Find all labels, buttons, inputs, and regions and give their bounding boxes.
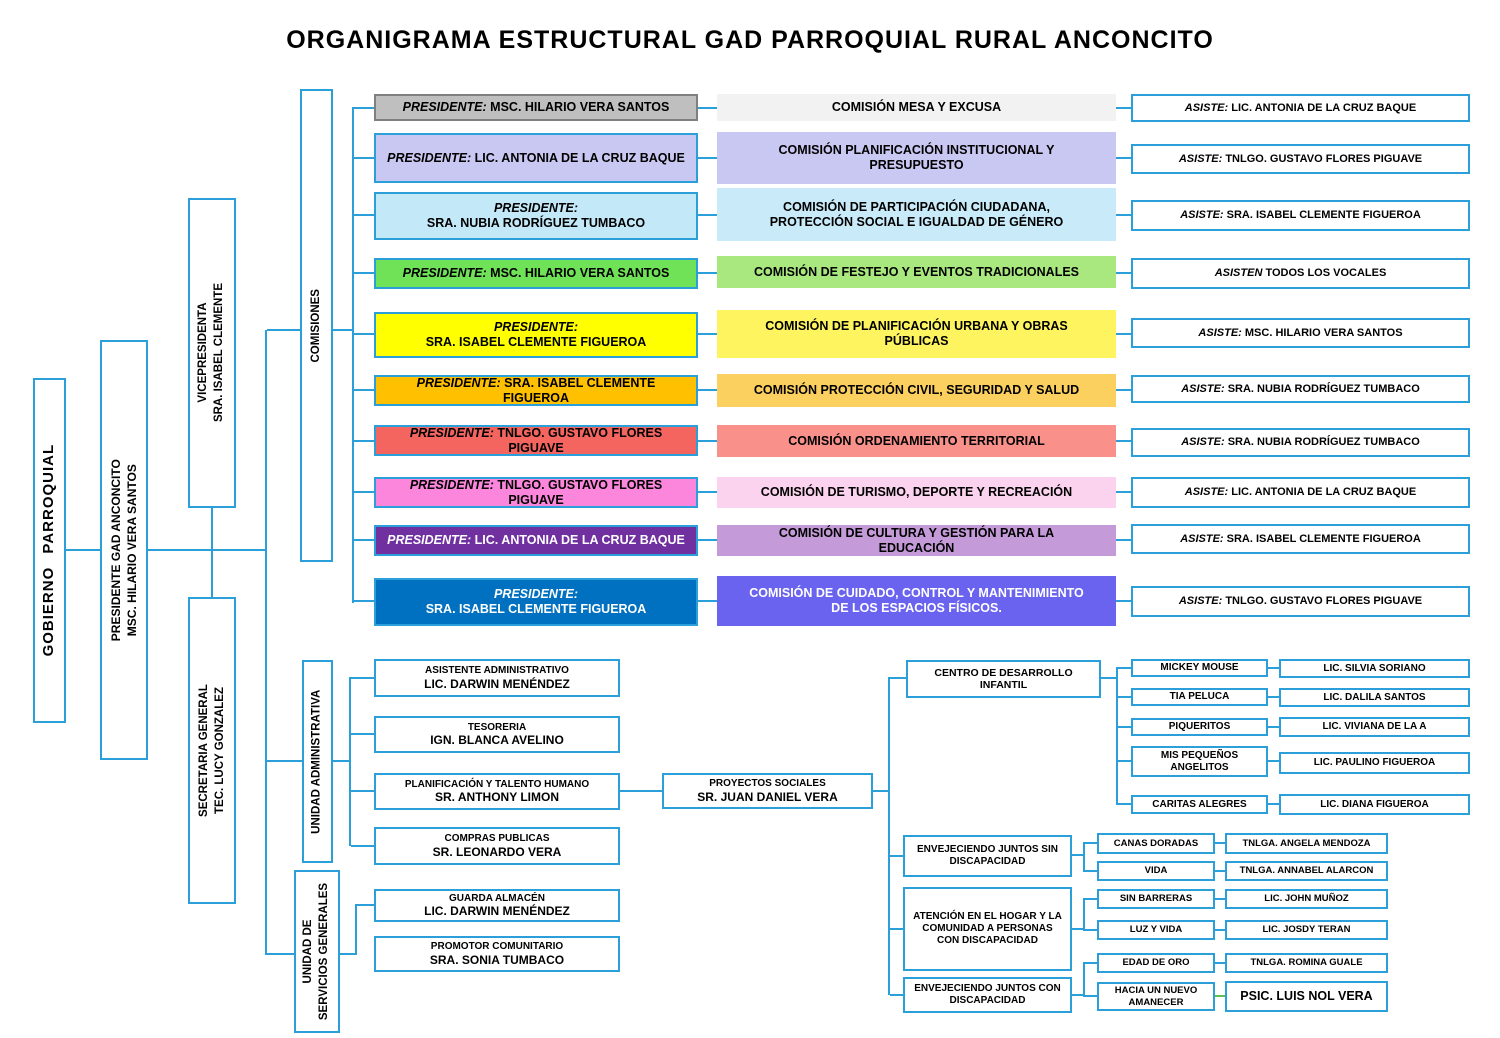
asiste-box-4 — [1131, 258, 1470, 289]
asiste-name-4: TODOS LOS VOCALES — [1265, 267, 1387, 280]
connector-line — [354, 600, 374, 602]
connector-line — [1215, 962, 1225, 964]
commission-box-3 — [717, 188, 1116, 241]
asiste-prefix-6: ASISTE: — [1181, 382, 1225, 395]
admin-name-2: IGN. BLANCA AVELINO — [430, 733, 564, 748]
cdi-child-name-4: MIS PEQUEÑOS ANGELITOS — [1160, 749, 1239, 773]
atencion-child-person-box-1 — [1225, 889, 1388, 909]
sin-child-person-2: TNLGA. ANNABEL ALARCON — [1239, 865, 1374, 877]
connector-line — [354, 157, 374, 159]
connector-line — [890, 677, 906, 679]
sin-child-person-box-1 — [1225, 833, 1388, 854]
president-name-8: TNLGO. GUSTAVO FLORES PIGUAVE — [497, 477, 663, 507]
cdi-child-person-box-2 — [1279, 688, 1470, 707]
proyectos-title: PROYECTOS SOCIALES — [709, 778, 826, 790]
commission-label-5: COMISIÓN DE PLANIFICACIÓN URBANA Y OBRAS PÚBLICAS — [765, 319, 1068, 348]
sin-child-name-2: VIDA — [1144, 865, 1168, 877]
connector-line — [351, 845, 374, 847]
cdi-child-person-box-4 — [1279, 752, 1470, 774]
cdi-child-name-3: PIQUERITOS — [1168, 721, 1231, 733]
program-label-cdi: CENTRO DE DESARROLLO INFANTIL — [934, 666, 1073, 691]
commission-box-2 — [717, 132, 1116, 184]
connector-line — [1085, 842, 1097, 844]
connector-line — [354, 491, 374, 493]
connector-line — [698, 107, 717, 109]
con-child-person-2: PSIC. LUIS NOL VERA — [1240, 989, 1373, 1004]
unidad-administrativa-label: UNIDAD ADMINISTRATIVA — [310, 689, 323, 834]
commission-box-7 — [717, 425, 1116, 457]
connector-line — [1268, 803, 1279, 805]
asiste-name-2: TNLGO. GUSTAVO FLORES PIGUAVE — [1225, 152, 1423, 165]
asiste-name-8: LIC. ANTONIA DE LA CRUZ BAQUE — [1231, 486, 1417, 499]
connector-line — [698, 272, 717, 274]
asiste-box-7 — [1131, 428, 1470, 457]
commission-label-1: COMISIÓN MESA Y EXCUSA — [831, 100, 1002, 115]
admin-box-4 — [374, 827, 620, 865]
asiste-box-6 — [1131, 375, 1470, 403]
program-box-sin — [903, 835, 1072, 877]
secretaria-general-box — [188, 597, 236, 904]
program-label-con: ENVEJECIENDO JUNTOS CON DISCAPACIDAD — [914, 983, 1061, 1006]
president-name-3: SRA. NUBIA RODRÍGUEZ TUMBACO — [426, 216, 646, 230]
commission-box-1 — [717, 94, 1116, 121]
connector-line — [354, 214, 374, 216]
asiste-box-5 — [1131, 318, 1470, 348]
atencion-child-person-1: LIC. JOHN MUÑOZ — [1264, 893, 1349, 905]
president-prefix-6: PRESIDENTE: — [416, 375, 501, 390]
president-name-10: SRA. ISABEL CLEMENTE FIGUEROA — [425, 602, 647, 616]
unidad-servicios-generales-box — [294, 870, 340, 1033]
presidente-box — [100, 340, 148, 760]
presidente-cargo: PRESIDENTE GAD ANCONCITO — [108, 458, 123, 642]
president-prefix-9: PRESIDENTE: — [387, 533, 472, 548]
services-name-2: SRA. SONIA TUMBACO — [429, 952, 565, 967]
president-prefix-7: PRESIDENTE: — [409, 425, 494, 440]
president-prefix-3: PRESIDENTE: — [493, 201, 579, 216]
atencion-child-person-box-2 — [1225, 920, 1388, 940]
president-prefix-1: PRESIDENTE: — [402, 100, 487, 115]
vicepresidenta-box — [188, 198, 236, 508]
connector-line — [357, 904, 374, 906]
commission-label-9: COMISIÓN DE CULTURA Y GESTIÓN PARA LA EDUCACIÓN — [778, 525, 1055, 555]
connector-line — [351, 677, 374, 679]
cdi-child-name-2: TIA PELUCA — [1169, 691, 1230, 703]
commission-box-8 — [717, 477, 1116, 508]
president-name-9: LIC. ANTONIA DE LA CRUZ BAQUE — [474, 533, 685, 548]
president-name-1: MSC. HILARIO VERA SANTOS — [490, 100, 670, 115]
connector-line-green — [1215, 995, 1225, 997]
con-child-name-1: EDAD DE ORO — [1122, 957, 1190, 969]
connector-line — [698, 539, 717, 541]
connector-line — [698, 440, 717, 442]
asiste-name-10: TNLGO. GUSTAVO FLORES PIGUAVE — [1225, 595, 1423, 608]
sin-child-person-box-2 — [1225, 861, 1388, 881]
asiste-name-6: SRA. NUBIA RODRÍGUEZ TUMBACO — [1227, 382, 1420, 395]
commission-label-2: COMISIÓN PLANIFICACIÓN INSTITUCIONAL Y PRESUPUESTO — [778, 143, 1055, 172]
president-prefix-4: PRESIDENTE: — [402, 266, 487, 281]
commission-box-4 — [717, 256, 1116, 288]
cdi-child-name-box-1 — [1131, 659, 1268, 677]
president-box-4 — [374, 258, 698, 289]
president-box-3 — [374, 192, 698, 240]
connector-line — [352, 107, 354, 603]
secretaria-nombre: TEC. LUCY GONZALEZ — [213, 687, 225, 814]
commission-label-8: COMISIÓN DE TURISMO, DEPORTE Y RECREACIÓN — [760, 485, 1073, 500]
connector-line — [1116, 157, 1131, 159]
program-box-atencion — [903, 887, 1072, 971]
cdi-child-name-box-2 — [1131, 688, 1268, 706]
connector-line — [1118, 803, 1131, 805]
connector-line — [1116, 491, 1131, 493]
con-child-name-2: HACIA UN NUEVO AMANECER — [1114, 985, 1198, 1008]
connector-line — [1085, 929, 1097, 931]
connector-line — [354, 389, 374, 391]
connector-line — [354, 539, 374, 541]
president-box-9 — [374, 525, 698, 556]
connector-line — [340, 953, 356, 955]
asiste-box-8 — [1131, 477, 1470, 508]
commission-label-10: COMISIÓN DE CUIDADO, CONTROL Y MANTENIMIENTO DE LOS ESPACIOS FÍSICOS. — [749, 586, 1084, 615]
admin-box-1 — [374, 659, 620, 697]
connector-line — [211, 508, 213, 597]
connector-line — [349, 677, 351, 846]
presidente-nombre: MSC. HILARIO VERA SANTOS — [125, 463, 140, 637]
connector-line — [1116, 389, 1131, 391]
cdi-child-person-box-3 — [1279, 717, 1470, 737]
connector-line — [265, 330, 267, 955]
admin-title-2: TESORERIA — [467, 721, 527, 733]
atencion-child-name-box-1 — [1097, 889, 1215, 909]
con-child-name-box-1 — [1097, 953, 1215, 973]
president-name-2: LIC. ANTONIA DE LA CRUZ BAQUE — [474, 150, 685, 165]
connector-line — [1268, 696, 1279, 698]
connector-line — [698, 333, 717, 335]
connector-line — [698, 214, 717, 216]
cdi-child-person-4: LIC. PAULINO FIGUEROA — [1313, 757, 1436, 769]
comisiones-label: COMISIONES — [309, 288, 322, 363]
connector-line — [351, 790, 374, 792]
connector-line — [1085, 995, 1097, 997]
services-title-2: PROMOTOR COMUNITARIO — [430, 941, 564, 953]
connector-line — [267, 760, 302, 762]
admin-box-3 — [374, 773, 620, 810]
services-name-1: LIC. DARWIN MENÉNDEZ — [424, 904, 570, 919]
connector-line — [873, 790, 889, 792]
asiste-prefix-4: ASISTEN — [1214, 267, 1263, 280]
proyectos-sociales-box — [662, 773, 873, 809]
asiste-name-1: LIC. ANTONIA DE LA CRUZ BAQUE — [1231, 101, 1417, 114]
cdi-child-name-box-3 — [1131, 718, 1268, 736]
cdi-child-person-box-5 — [1279, 794, 1470, 815]
connector-line — [698, 600, 717, 602]
connector-line — [148, 549, 267, 551]
sin-child-person-1: TNLGA. ANGELA MENDOZA — [1242, 837, 1371, 849]
program-box-con — [903, 977, 1072, 1013]
asiste-prefix-10: ASISTE: — [1178, 595, 1223, 608]
sin-child-name-box-2 — [1097, 861, 1215, 881]
admin-name-3: SR. ANTHONY LIMON — [434, 790, 559, 805]
comisiones-box — [300, 89, 333, 562]
asiste-name-5: MSC. HILARIO VERA SANTOS — [1244, 326, 1403, 339]
connector-line — [267, 953, 294, 955]
connector-line — [1116, 667, 1118, 805]
connector-line — [1116, 272, 1131, 274]
president-box-1 — [374, 94, 698, 121]
president-name-6: SRA. ISABEL CLEMENTE FIGUEROA — [503, 375, 656, 405]
unidad-servicios-label-2: SERVICIOS GENERALES — [318, 882, 330, 1021]
connector-line — [1083, 842, 1085, 872]
asiste-box-2 — [1131, 144, 1470, 174]
connector-line — [888, 677, 890, 995]
connector-line — [333, 760, 349, 762]
secretaria-cargo: SECRETARIA GENERAL — [197, 684, 210, 817]
con-child-person-1: TNLGA. ROMINA GUALE — [1250, 957, 1363, 969]
president-prefix-2: PRESIDENTE: — [387, 150, 472, 165]
connector-line — [1101, 677, 1117, 679]
cdi-child-name-5: CARITAS ALEGRES — [1152, 798, 1247, 810]
commission-label-7: COMISIÓN ORDENAMIENTO TERRITORIAL — [788, 433, 1045, 448]
president-prefix-8: PRESIDENTE: — [409, 477, 494, 492]
connector-line — [354, 333, 374, 335]
cdi-child-person-2: LIC. DALILA SANTOS — [1323, 691, 1426, 703]
connector-line — [1118, 667, 1131, 669]
connector-line — [1118, 726, 1131, 728]
admin-name-4: SR. LEONARDO VERA — [432, 844, 562, 859]
president-box-6 — [374, 375, 698, 406]
president-box-7 — [374, 425, 698, 456]
connector-line — [1085, 898, 1097, 900]
services-box-2 — [374, 936, 620, 972]
connector-line — [890, 994, 903, 996]
connector-line — [1116, 440, 1131, 442]
president-box-10 — [374, 578, 698, 626]
connector-line — [354, 107, 374, 109]
president-name-5: SRA. ISABEL CLEMENTE FIGUEROA — [425, 335, 647, 349]
president-box-5 — [374, 312, 698, 358]
con-child-name-box-2 — [1097, 982, 1215, 1011]
admin-title-1: ASISTENTE ADMINISTRATIVO — [425, 665, 569, 677]
admin-title-3: PLANIFICACIÓN Y TALENTO HUMANO — [404, 778, 590, 790]
connector-line — [1215, 898, 1225, 900]
admin-box-2 — [374, 716, 620, 753]
admin-name-1: LIC. DARWIN MENÉNDEZ — [424, 676, 570, 691]
cdi-child-person-3: LIC. VIVIANA DE LA A — [1322, 721, 1427, 733]
connector-line — [1116, 333, 1131, 335]
connector-line — [1085, 962, 1097, 964]
connector-line — [351, 733, 374, 735]
connector-line — [1116, 107, 1131, 109]
president-box-2 — [374, 133, 698, 183]
connector-line — [1116, 214, 1131, 216]
connector-line — [890, 928, 903, 930]
unidad-servicios-label-1: UNIDAD DE — [302, 919, 315, 984]
commission-box-6 — [717, 374, 1116, 407]
atencion-child-name-1: SIN BARRERAS — [1119, 893, 1193, 905]
gobierno-parroquial-box — [33, 378, 66, 723]
asiste-name-9: SRA. ISABEL CLEMENTE FIGUEROA — [1226, 532, 1421, 545]
services-box-1 — [374, 889, 620, 922]
admin-title-4: COMPRAS PUBLICAS — [444, 833, 550, 845]
asiste-box-9 — [1131, 524, 1470, 554]
connector-line — [355, 904, 357, 955]
commission-label-3: COMISIÓN DE PARTICIPACIÓN CIUDADANA, PROTECCIÓN SOCIAL E IGUALDAD DE GÉNERO — [769, 199, 1064, 229]
cdi-child-name-box-5 — [1131, 795, 1268, 814]
program-label-sin: ENVEJECIENDO JUNTOS SIN DISCAPACIDAD — [917, 844, 1058, 867]
asiste-prefix-2: ASISTE: — [1178, 152, 1223, 165]
asiste-prefix-5: ASISTE: — [1198, 326, 1242, 339]
atencion-child-name-2: LUZ Y VIDA — [1129, 924, 1183, 936]
proyectos-name: SR. JUAN DANIEL VERA — [697, 789, 838, 804]
president-name-7: TNLGO. GUSTAVO FLORES PIGUAVE — [497, 425, 663, 455]
page-title: ORGANIGRAMA ESTRUCTURAL GAD PARROQUIAL RURAL ANCONCITO — [286, 26, 1214, 54]
program-box-cdi — [906, 660, 1101, 698]
commission-label-4: COMISIÓN DE FESTEJO Y EVENTOS TRADICIONALES — [753, 264, 1080, 279]
cdi-child-person-5: LIC. DIANA FIGUEROA — [1320, 798, 1429, 810]
connector-line — [620, 790, 662, 792]
connector-line — [890, 855, 903, 857]
connector-line — [698, 491, 717, 493]
asiste-box-1 — [1131, 94, 1470, 122]
connector-line — [354, 272, 374, 274]
atencion-child-name-box-2 — [1097, 920, 1215, 940]
con-child-person-box-1 — [1225, 953, 1388, 973]
vicepresidenta-nombre: SRA. ISABEL CLEMENTE — [213, 283, 226, 423]
connector-line — [1085, 870, 1097, 872]
connector-line — [1116, 600, 1131, 602]
connector-line — [1116, 539, 1131, 541]
services-title-1: GUARDA ALMACÉN — [449, 892, 545, 904]
president-prefix-5: PRESIDENTE: — [493, 320, 579, 335]
connector-line — [1268, 726, 1279, 728]
asiste-prefix-3: ASISTE: — [1180, 209, 1224, 222]
commission-box-10 — [717, 576, 1116, 626]
commission-label-6: COMISIÓN PROTECCIÓN CIVIL, SEGURIDAD Y SALUD — [753, 383, 1080, 398]
unidad-administrativa-box — [302, 660, 333, 863]
connector-line — [1268, 667, 1279, 669]
connector-line — [1118, 696, 1131, 698]
asiste-prefix-7: ASISTE: — [1181, 436, 1225, 449]
cdi-child-person-box-1 — [1279, 659, 1470, 678]
con-child-person-box-2 — [1225, 981, 1388, 1012]
cdi-child-name-box-4 — [1131, 746, 1268, 777]
commission-box-9 — [717, 525, 1116, 556]
atencion-child-person-2: LIC. JOSDY TERAN — [1262, 924, 1351, 936]
asiste-box-3 — [1131, 200, 1470, 231]
connector-line — [1083, 962, 1085, 997]
gobierno-parroquial-label: GOBIERNO PARROQUIAL — [40, 444, 58, 657]
connector-line — [1083, 898, 1085, 931]
sin-child-name-box-1 — [1097, 833, 1215, 854]
sin-child-name-1: CANAS DORADAS — [1113, 837, 1199, 849]
commission-box-5 — [717, 310, 1116, 358]
connector-line — [698, 157, 717, 159]
asiste-name-7: SRA. NUBIA RODRÍGUEZ TUMBACO — [1227, 436, 1420, 449]
connector-line — [1215, 929, 1225, 931]
asiste-prefix-9: ASISTE: — [1180, 532, 1224, 545]
president-box-8 — [374, 477, 698, 508]
president-prefix-10: PRESIDENTE: — [493, 587, 579, 602]
cdi-child-person-1: LIC. SILVIA SORIANO — [1323, 662, 1426, 674]
asiste-prefix-1: ASISTE: — [1184, 101, 1229, 114]
vicepresidenta-cargo: VICEPRESIDENTA — [197, 302, 210, 404]
connector-line — [698, 389, 717, 391]
connector-line — [1268, 760, 1279, 762]
connector-line — [1215, 842, 1225, 844]
asiste-box-10 — [1131, 586, 1470, 617]
connector-line — [1215, 870, 1225, 872]
cdi-child-name-1: MICKEY MOUSE — [1160, 662, 1239, 674]
asiste-name-3: SRA. ISABEL CLEMENTE FIGUEROA — [1226, 209, 1421, 222]
connector-line — [1118, 760, 1131, 762]
asiste-prefix-8: ASISTE: — [1184, 486, 1229, 499]
president-name-4: MSC. HILARIO VERA SANTOS — [490, 266, 670, 281]
program-label-atencion: ATENCIÓN EN EL HOGAR Y LA COMUNIDAD A PERSONAS CON DISCAPACIDAD — [913, 911, 1062, 946]
connector-line — [354, 440, 374, 442]
connector-line — [66, 549, 100, 551]
